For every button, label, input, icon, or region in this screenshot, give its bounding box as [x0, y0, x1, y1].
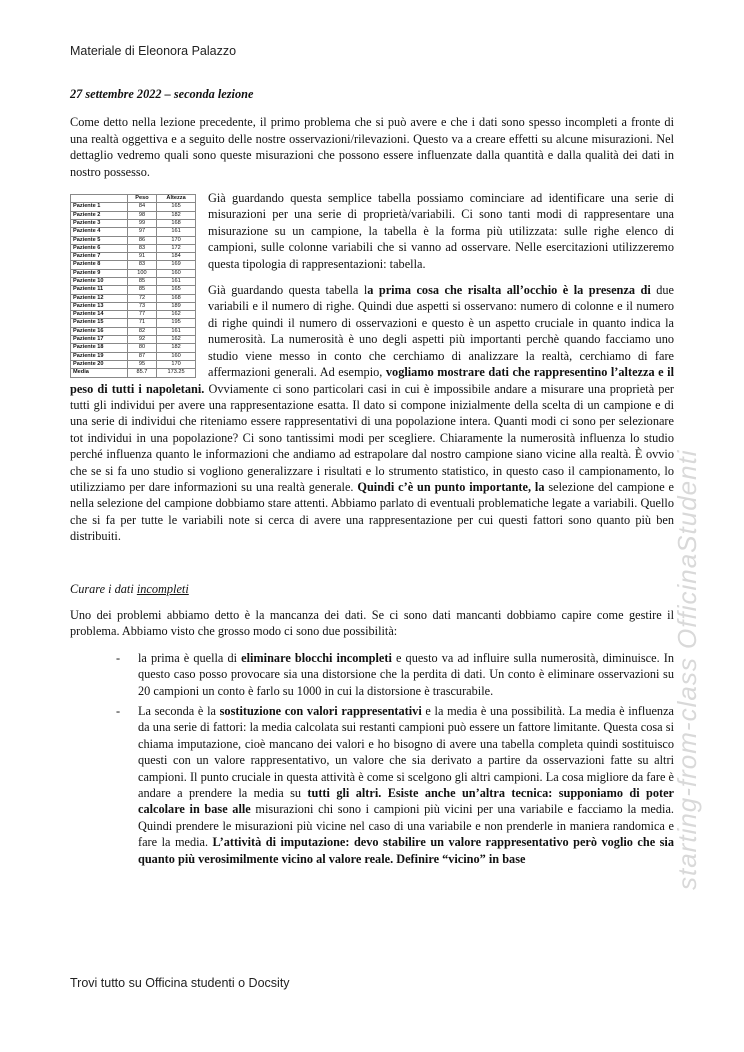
value-cell: 161 [157, 228, 196, 236]
row-label-cell: Paziente 10 [71, 278, 128, 286]
table-row [71, 244, 196, 252]
list-marker: - [116, 650, 121, 665]
value-cell: 71 [127, 319, 156, 327]
list-marker: - [116, 704, 121, 718]
value-cell: 162 [157, 336, 196, 344]
value-cell: 189 [157, 302, 196, 310]
table-row [71, 311, 196, 319]
value-cell: 83 [127, 244, 156, 252]
table-header-cell: Altezza [157, 195, 196, 203]
item2-text-c: e la media è una possibilità. La media è influenza da una serie di fattori: la media calcolata sui restanti campioni può essere un fattore limitante. Questa cosa si chiama imputazione, cioè mancano dei valori e ho bisogno di avere una tabella completa quindi sostituisco questi con un valore rappresentativo, un valore che sia derivato a partire da osservazioni fatte su altri campioni. Il punto cruciale in questa attività è come si scelgono gli altri campioni. La cosa migliore da fare è andare a prendere la media su [138, 704, 674, 801]
table-row [71, 319, 196, 327]
item2-text-e: misurazioni chi sono i campioni più vicini per una variabile e facciamo la media. Quindi prendere le misurazioni più vicine nel caso di una variabile e non prenderle in maniera randomica e fare la media. [138, 802, 674, 850]
table-row [71, 278, 196, 286]
row-label-cell: Paziente 13 [71, 302, 128, 310]
p3-bold-b: a prima cosa che risalta all’occhio è la presenza di [367, 283, 651, 298]
table-row [71, 253, 196, 261]
section-heading-underlined: incompleti [136, 581, 189, 596]
item2-text-a: La seconda è la [138, 704, 220, 718]
row-label-cell: Paziente 5 [71, 236, 128, 244]
table-row [71, 294, 196, 302]
table-row [71, 360, 196, 368]
section-heading-a: Curare i dati [70, 581, 137, 596]
value-cell: 168 [157, 219, 196, 227]
list-item [116, 650, 675, 699]
value-cell: 173.25 [157, 369, 196, 377]
patients-table-wrapper [70, 194, 196, 378]
value-cell: 99 [127, 219, 156, 227]
table-header-cell: Peso [127, 195, 156, 203]
row-label-cell: Paziente 17 [71, 336, 128, 344]
value-cell: 161 [157, 327, 196, 335]
table-row [71, 352, 196, 360]
p3-text-c: due variabili e il numero di righe. Quindi due aspetti si osservano: numero di colonne e il numero di righe quindi il numero di osservazioni e questo è un aspetto cruciale in quanto indica la numerosità. La numerosità è uno degli aspetti più importanti perchè quando facciamo uno studio viene messo in conto che cerchiamo di analizzare la realtà, cerchiamo di fare affermazioni generali. Ad esempio, [208, 283, 674, 380]
row-label-cell: Media [71, 369, 128, 377]
value-cell: 84 [127, 203, 156, 211]
value-cell: 77 [127, 311, 156, 319]
value-cell: 98 [127, 211, 156, 219]
value-cell: 160 [157, 269, 196, 277]
value-cell: 72 [127, 294, 156, 302]
value-cell: 80 [127, 344, 156, 352]
table-row [71, 336, 196, 344]
date-heading: 27 settembre 2022 – seconda lezione [70, 87, 254, 101]
value-cell: 162 [157, 311, 196, 319]
p3-text-e: Ovviamente ci sono particolari casi in cui è impossibile andare a misurare una proprietà per tutti gli individui per avere una rappresentazione esatta. Il dato si compone inizialmente della scelta di un campione e di una serie di individui che riteniamo essere rappresentativi di una popolazione intera. Quanti modi ci sono per selezionare tot individui in una popolazione? Ci sono tantissimi modi per scegliere. Chiaramente la numerosità influenza lo studio perché influenza quanto le informazioni che andiamo ad estrapolare dal nostro campione siano vicine alla realtà. È ovvio che se si fa uno studio si vogliono generalizzare i risultati e lo strumento statistico, in questo caso il campionamento, lo utilizziamo per dare informazioni su una realtà generale. [70, 381, 675, 494]
row-label-cell: Paziente 6 [71, 244, 128, 252]
row-label-cell: Paziente 18 [71, 344, 128, 352]
table-row [71, 211, 196, 219]
patients-table [70, 194, 196, 378]
row-label-cell: Paziente 3 [71, 219, 128, 227]
value-cell: 85 [127, 278, 156, 286]
p3-bold-d: vogliamo mostrare dati che rappresentino l’altezza e il peso di tutti i napoletani. [70, 365, 674, 396]
table-row [71, 228, 196, 236]
row-label-cell: Paziente 20 [71, 360, 128, 368]
row-label-cell: Paziente 15 [71, 319, 128, 327]
page-footer: Trovi tutto su Officina studenti o Docsity [70, 976, 290, 990]
row-label-cell: Paziente 2 [71, 211, 128, 219]
value-cell: 87 [127, 352, 156, 360]
value-cell: 95 [127, 360, 156, 368]
document-body [70, 86, 674, 871]
intro-paragraph: Come detto nella lezione precedente, il primo problema che si può avere e che i dati sono spesso incompleti a fronte di una realtà oggettiva e a seguito delle nostre osservazioni/rilevazioni. Questo va a creare effetti su alcune misurazioni. Nel dettaglio vedremo quali sono queste misurazioni che possono essere influenzate dalla quantità e dalla qualità dei dati in nostro possesso. [70, 115, 674, 179]
value-cell: 100 [127, 269, 156, 277]
row-label-cell: Paziente 1 [71, 203, 128, 211]
table-body [71, 203, 196, 377]
table-row [71, 219, 196, 227]
p3-bold-f: Quindi c’è un punto importante, la [357, 479, 545, 494]
value-cell: 86 [127, 236, 156, 244]
table-row [71, 203, 196, 211]
item2-bold-b: sostituzione con valori rappresentativi [219, 704, 422, 718]
row-label-cell: Paziente 8 [71, 261, 128, 269]
value-cell: 169 [157, 261, 196, 269]
row-label-cell: Paziente 9 [71, 269, 128, 277]
table-row [71, 269, 196, 277]
p3-text-g: selezione del campione e nella selezione del campione dobbiamo stare attenti. Abbiamo parlato di eventuali problematiche legate a variabili. Quello che si fa per tutte le variabili note si cerca di avere una rappresentazione per cui questi fattori sono quanto più ben distribuiti. [70, 479, 674, 544]
value-cell: 170 [157, 236, 196, 244]
table-row [71, 302, 196, 310]
table-row [71, 286, 196, 294]
row-label-cell: Paziente 7 [71, 253, 128, 261]
item1-text-a: la prima è quella di [138, 650, 242, 665]
table-row [71, 327, 196, 335]
row-label-cell: Paziente 14 [71, 311, 128, 319]
value-cell: 172 [157, 244, 196, 252]
table-row [71, 261, 196, 269]
table-description-paragraph: Già guardando questa semplice tabella possiamo cominciare ad identificare una serie di misurazioni per una serie di proprietà/variabili. Ci sono tanti modi di rappresentare una misurazione su un campione, la tabella è la forma più utilizzata: sulle righe elenco di campioni, sulle colonne variabili che si vanno ad osservare. Nelle esercitazioni utilizzeremo questa tipologia di rappresentazioni: tabella. [208, 191, 674, 271]
p3-text-a: Già guardando questa tabella l [208, 283, 368, 298]
value-cell: 165 [157, 286, 196, 294]
row-label-cell: Paziente 16 [71, 327, 128, 335]
table-row [71, 344, 196, 352]
row-label-cell: Paziente 4 [71, 228, 128, 236]
value-cell: 182 [157, 211, 196, 219]
value-cell: 195 [157, 319, 196, 327]
value-cell: 161 [157, 278, 196, 286]
row-label-cell: Paziente 12 [71, 294, 128, 302]
value-cell: 91 [127, 253, 156, 261]
item1-text-c: e questo va ad influire sulla numerosità, diminuisce. In questo caso posso provocare sia una distorsione che la perdita di dati. Un conto è eliminare osservazioni su 20 campioni un conto è farlo su 1000 in cui la distorsione è trascurabile. [138, 650, 675, 698]
value-cell: 73 [127, 302, 156, 310]
item2-bold-d: tutti gli altri. Esiste anche un’altra tecnica: supponiamo di poter calcolare in base alle [138, 786, 674, 817]
table-header-cell [71, 195, 128, 203]
value-cell: 85.7 [127, 369, 156, 377]
options-list [70, 650, 674, 867]
value-cell: 165 [157, 203, 196, 211]
item1-bold-b: eliminare blocchi incompleti [241, 650, 392, 665]
value-cell: 83 [127, 261, 156, 269]
missing-data-paragraph: Uno dei problemi abbiamo detto è la mancanza dei dati. Se ci sono dati mancanti dobbiamo capire come gestire il problema. Abbiamo visto che grosso modo ci sono due possibilità: [70, 607, 674, 639]
table-row [71, 236, 196, 244]
row-label-cell: Paziente 11 [71, 286, 128, 294]
value-cell: 85 [127, 286, 156, 294]
page-header: Materiale di Eleonora Palazzo [70, 44, 237, 58]
value-cell: 168 [157, 294, 196, 302]
item2-bold-f: L’attività di imputazione: devo stabilire un valore rappresentativo però voglio che sia quanto più verosimilmente vicino al valore reale. Definire “vicino” in base [138, 835, 674, 866]
value-cell: 182 [157, 344, 196, 352]
value-cell: 160 [157, 352, 196, 360]
section-heading [70, 581, 674, 597]
value-cell: 97 [127, 228, 156, 236]
watermark-text: starting-from-class OfficinaStudenti [672, 449, 702, 890]
value-cell: 82 [127, 327, 156, 335]
value-cell: 184 [157, 253, 196, 261]
row-label-cell: Paziente 19 [71, 352, 128, 360]
value-cell: 92 [127, 336, 156, 344]
table-header-row [71, 195, 196, 203]
value-cell: 170 [157, 360, 196, 368]
list-item [116, 703, 674, 867]
table-row [71, 369, 196, 377]
